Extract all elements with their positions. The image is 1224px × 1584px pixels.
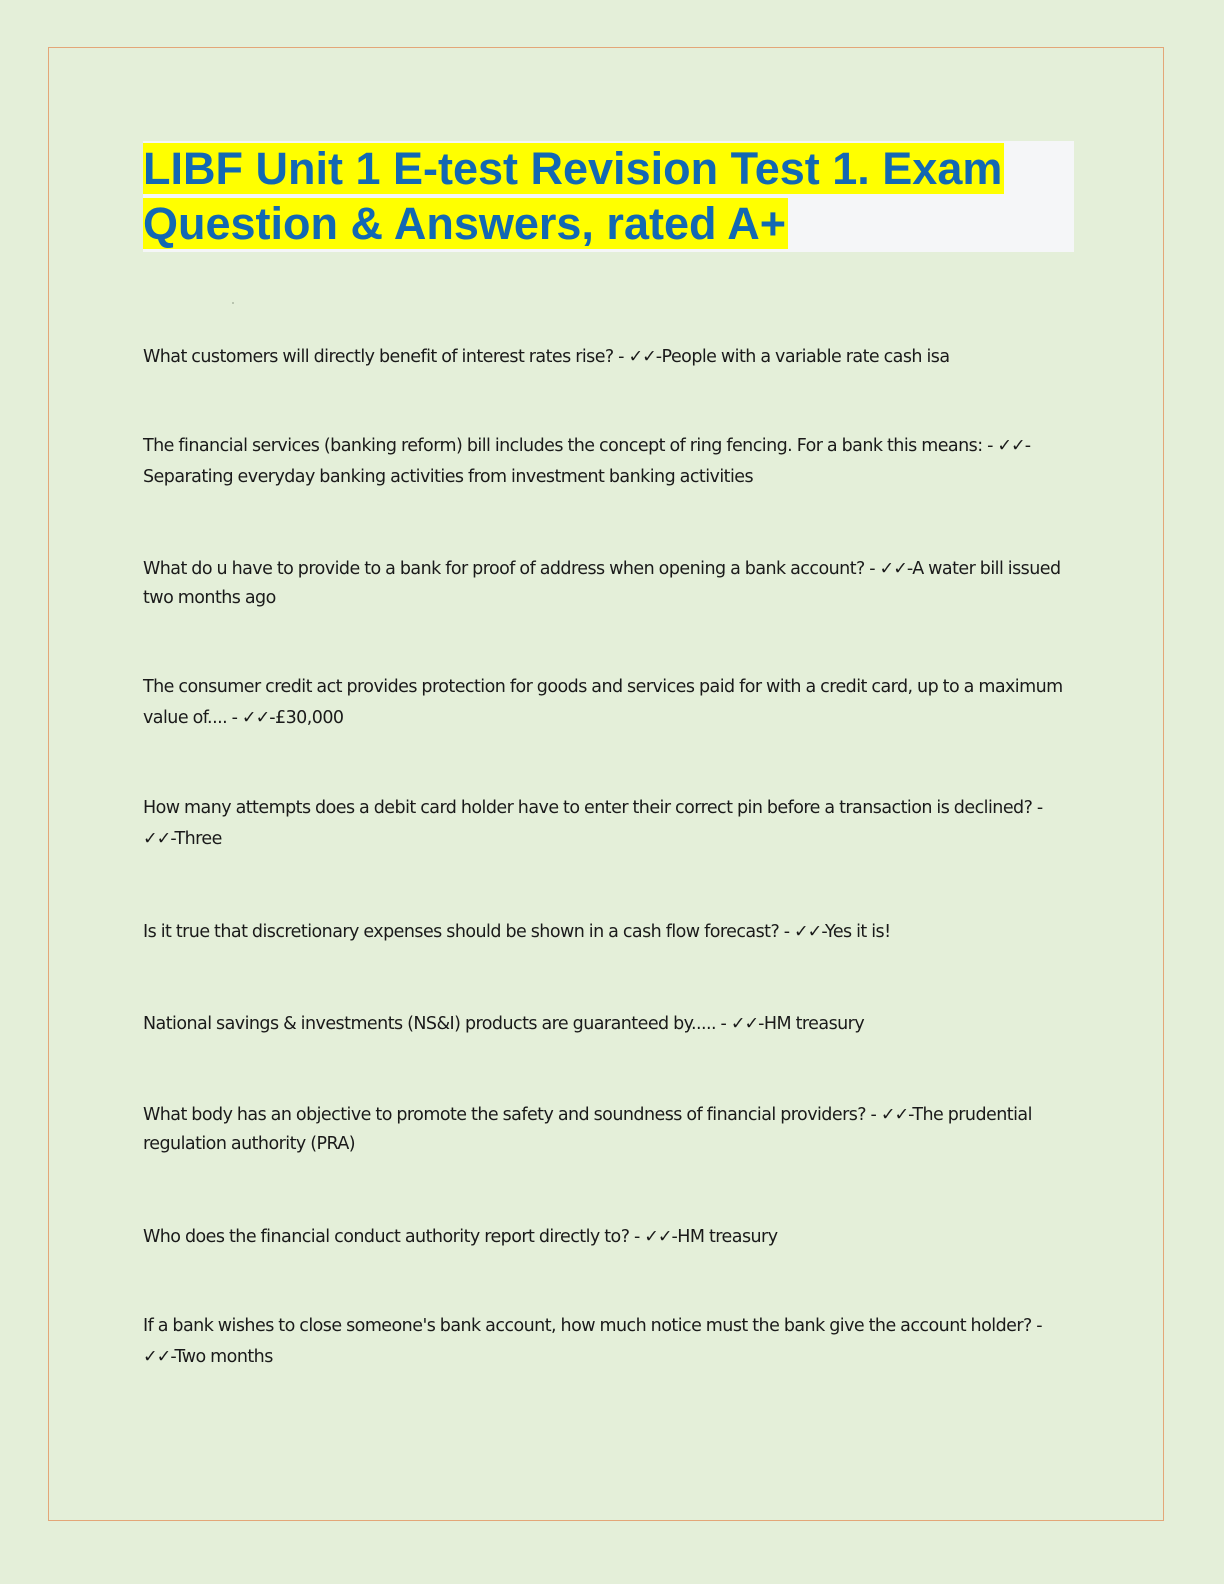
question-text: If a bank wishes to close someone's bank account, how much notice must the bank give the account holder? - [143, 1316, 1043, 1336]
stray-dot [232, 302, 234, 304]
qa-item [143, 672, 1073, 734]
qa-item [143, 917, 1073, 948]
answer-text: -The prudential regulation authority (PRA) [143, 1105, 1032, 1154]
qa-item [143, 1101, 1073, 1159]
check-mark-icon: ✓✓ [793, 922, 822, 942]
check-mark-icon: ✓✓ [997, 436, 1025, 456]
answer-text: -Two months [170, 1347, 273, 1367]
check-mark-icon: ✓✓ [730, 1014, 759, 1034]
qa-item [143, 1009, 1073, 1040]
question-text: What customers will directly benefit of interest rates rise? - [143, 347, 629, 367]
question-text: How many attempts does a debit card holder have to enter their correct pin before a transaction is declined? - [143, 798, 1043, 818]
question-text: The financial services (banking reform) bill includes the concept of ring fencing. For a bank this means: - [143, 436, 998, 456]
document-title-text: LIBF Unit 1 E-test Revision Test 1. Exam Question & Answers, rated A+ [143, 143, 1003, 249]
qa-item [143, 1222, 1073, 1253]
question-text: The consumer credit act provides protection for goods and services paid for with a credit card, up to a maximum value of.... - [143, 677, 1063, 728]
answer-text: -People with a variable rate cash isa [655, 347, 950, 367]
answer-text: -A water bill issued two months ago [143, 559, 1061, 608]
answer-text: -HM treasury [671, 1227, 778, 1247]
answer-text: -£30,000 [269, 708, 344, 728]
check-mark-icon: ✓✓ [879, 559, 907, 579]
answer-text: -Yes it is! [821, 922, 891, 942]
question-text: Who does the financial conduct authority report directly to? - [143, 1227, 645, 1247]
question-text: What do u have to provide to a bank for proof of address when opening a bank account? - [143, 559, 880, 579]
check-mark-icon: ✓✓ [880, 1105, 909, 1125]
document-title [143, 141, 1074, 251]
qa-item [143, 555, 1073, 613]
check-mark-icon: ✓✓ [143, 829, 171, 849]
question-text: National savings & investments (NS&I) products are guaranteed by..... - [143, 1014, 731, 1034]
answer-text: -Three [170, 829, 222, 849]
check-mark-icon: ✓✓ [628, 347, 656, 367]
qa-item [143, 431, 1073, 493]
qa-item [143, 342, 1073, 373]
answer-text: -Separating everyday banking activities from investment banking activities [143, 436, 1031, 487]
question-text: What body has an objective to promote the safety and soundness of financial providers? - [143, 1105, 881, 1125]
question-text: Is it true that discretionary expenses should be shown in a cash flow forecast? - [143, 922, 794, 942]
check-mark-icon: ✓✓ [644, 1227, 672, 1247]
title-block [143, 141, 1074, 252]
answer-text: -HM treasury [758, 1014, 865, 1034]
check-mark-icon: ✓✓ [143, 1347, 171, 1367]
check-mark-icon: ✓✓ [241, 708, 270, 728]
page-border [48, 47, 1164, 1521]
qa-item [143, 793, 1073, 855]
qa-item [143, 1311, 1073, 1373]
